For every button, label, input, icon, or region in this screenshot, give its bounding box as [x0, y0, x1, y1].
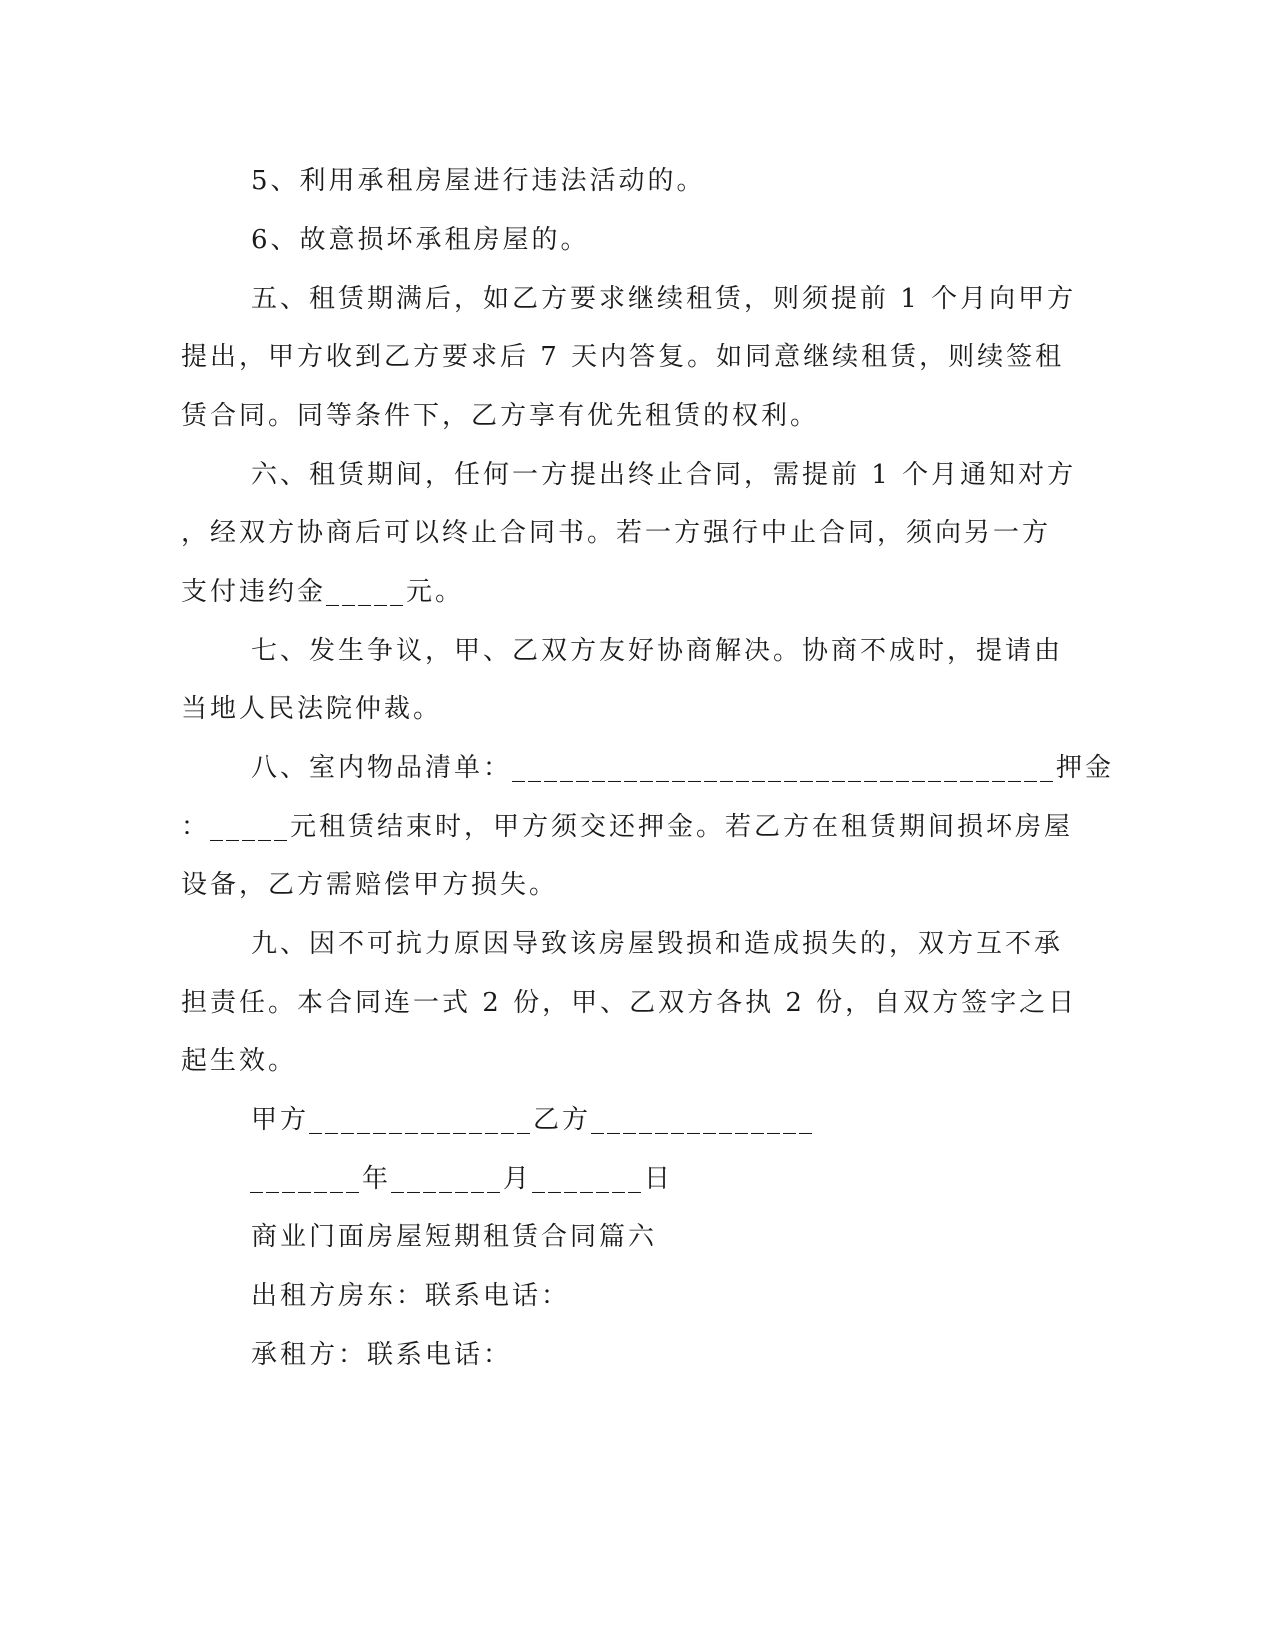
clause-line: 九、因不可抗力原因导致该房屋毁损和造成损失的，双方互不承	[251, 929, 1064, 959]
clause-line: 五、租赁期满后，如乙方要求继续租赁，则须提前 1 个月向甲方	[251, 284, 1077, 314]
clause-line: 担责任。本合同连一式 2 份，甲、乙双方各执 2 份，自双方签字之日	[181, 988, 1078, 1018]
clause-line: ，经双方协商后可以终止合同书。若一方强行中止合同，须向另一方	[181, 518, 1052, 548]
clause-line: 当地人民法院仲裁。	[181, 694, 443, 724]
lessor-line: 出租方房东：联系电话：	[251, 1281, 571, 1311]
clause-line: 六、租赁期间，任何一方提出终止合同，需提前 1 个月通知对方	[251, 460, 1077, 490]
lessee-line: 承租方：联系电话：	[251, 1340, 513, 1370]
clause-line: 起生效。	[181, 1046, 298, 1076]
date-line: _______年_______月_______日	[250, 1164, 674, 1194]
clause-line: 支付违约金_____元。	[181, 577, 465, 607]
clause-line: 八、室内物品清单：__________________________________押金	[251, 753, 1115, 783]
section-heading: 商业门面房屋短期租赁合同篇六	[251, 1222, 658, 1252]
clause-line: 5、利用承租房屋进行违法活动的。	[251, 166, 706, 196]
clause-line: 七、发生争议，甲、乙双方友好协商解决。协商不成时，提请由	[251, 636, 1064, 666]
signature-line: 甲方______________乙方______________	[251, 1105, 816, 1135]
clause-line: 提出，甲方收到乙方要求后 7 天内答复。如同意继续租赁，则续签租	[181, 342, 1065, 372]
clause-line: 设备，乙方需赔偿甲方损失。	[181, 870, 559, 900]
clause-line: 赁合同。同等条件下，乙方享有优先租赁的权利。	[181, 401, 820, 431]
clause-line: ：_____元租赁结束时，甲方须交还押金。若乙方在租赁期间损坏房屋	[181, 812, 1074, 842]
clause-line: 6、故意损坏承租房屋的。	[251, 225, 590, 255]
